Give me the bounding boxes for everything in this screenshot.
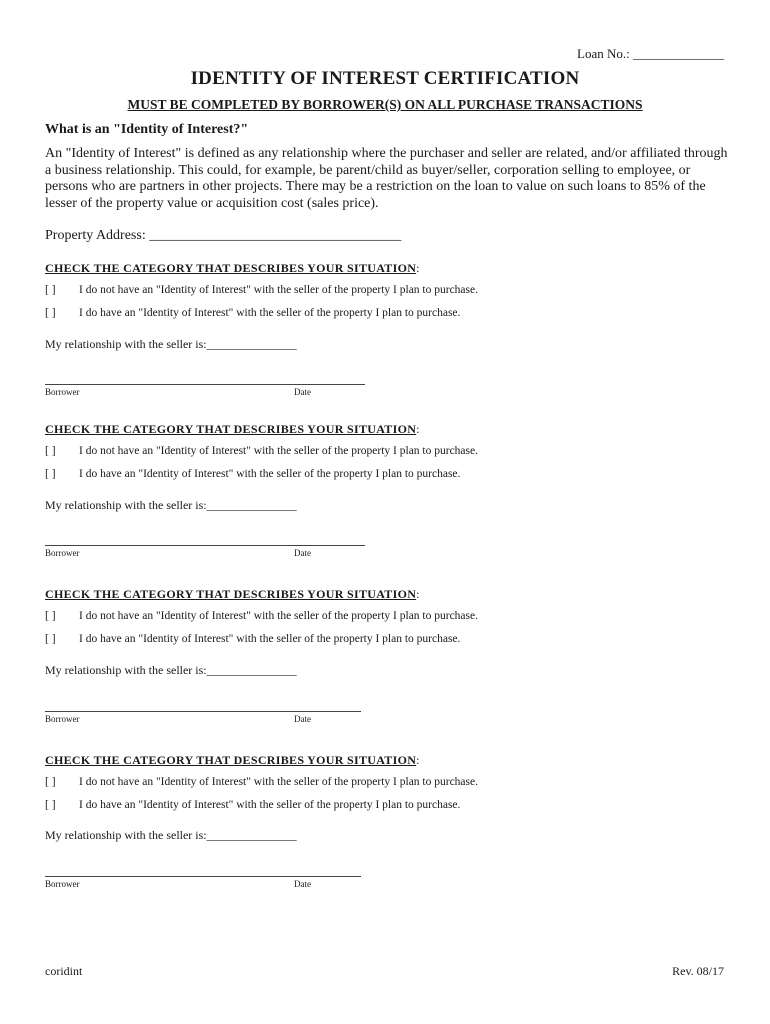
option-no-identity-label: I do not have an "Identity of Interest" with the seller of the property I plan to purchase. xyxy=(79,445,478,457)
section-heading-colon: : xyxy=(416,587,420,601)
section-heading-text: CHECK THE CATEGORY THAT DESCRIBES YOUR SITUATION xyxy=(45,753,417,767)
borrower-signature-line[interactable] xyxy=(45,711,361,712)
checkbox-no-identity[interactable]: [ ] xyxy=(45,610,56,622)
checkbox-has-identity[interactable]: [ ] xyxy=(45,468,56,480)
borrower-label: Borrower xyxy=(45,387,80,397)
relationship-field[interactable]: My relationship with the seller is:_______________ xyxy=(45,828,297,842)
option-has-identity[interactable] xyxy=(45,468,460,480)
form-code: coridint xyxy=(45,964,83,978)
section-heading-colon: : xyxy=(416,422,420,436)
option-has-identity[interactable] xyxy=(45,799,460,811)
revision-date: Rev. 08/17 xyxy=(672,964,724,978)
date-label: Date xyxy=(294,548,311,558)
option-no-identity-label: I do not have an "Identity of Interest" with the seller of the property I plan to purchase. xyxy=(79,776,478,788)
option-no-identity-label: I do not have an "Identity of Interest" with the seller of the property I plan to purchase. xyxy=(79,610,478,622)
identity-of-interest-definition: An "Identity of Interest" is defined as any relationship where the purchaser and seller are related, and/or affiliated through a business relationship. This could, for example, be parent/child as buyer/seller, corporation selling to employee, or persons who are partners in other projects. There may be a restriction on the loan to value on such loans to 85% of the lesser of the property value or acquisition cost (sales price). xyxy=(45,146,728,211)
section-heading-colon: : xyxy=(416,753,420,767)
option-no-identity[interactable] xyxy=(45,610,478,622)
borrower-label: Borrower xyxy=(45,714,80,724)
borrower-label: Borrower xyxy=(45,879,80,889)
section-heading-text: CHECK THE CATEGORY THAT DESCRIBES YOUR SITUATION xyxy=(45,587,417,601)
option-has-identity-label: I do have an "Identity of Interest" with the seller of the property I plan to purchase. xyxy=(79,468,461,480)
option-has-identity-label: I do have an "Identity of Interest" with the seller of the property I plan to purchase. xyxy=(79,307,461,319)
checkbox-has-identity[interactable]: [ ] xyxy=(45,633,56,645)
option-has-identity-label: I do have an "Identity of Interest" with the seller of the property I plan to purchase. xyxy=(79,799,461,811)
option-no-identity[interactable] xyxy=(45,776,478,788)
option-no-identity-label: I do not have an "Identity of Interest" with the seller of the property I plan to purchase. xyxy=(79,284,478,296)
borrower-signature-line[interactable] xyxy=(45,545,365,546)
loan-number-field[interactable]: Loan No.: ______________ xyxy=(577,46,724,61)
borrower-signature-line[interactable] xyxy=(45,876,361,877)
identity-of-interest-question: What is an "Identity of Interest?" xyxy=(45,122,249,137)
date-label: Date xyxy=(294,714,311,724)
section-heading xyxy=(45,753,420,768)
borrower-signature-line[interactable] xyxy=(45,384,365,385)
checkbox-no-identity[interactable]: [ ] xyxy=(45,776,56,788)
checkbox-no-identity[interactable]: [ ] xyxy=(45,284,56,296)
option-has-identity[interactable] xyxy=(45,633,460,645)
date-label: Date xyxy=(294,879,311,889)
document-title: IDENTITY OF INTEREST CERTIFICATION xyxy=(190,68,580,89)
option-no-identity[interactable] xyxy=(45,445,478,457)
checkbox-has-identity[interactable]: [ ] xyxy=(45,307,56,319)
relationship-field[interactable]: My relationship with the seller is:_______________ xyxy=(45,663,297,677)
section-heading xyxy=(45,261,420,276)
document-subtitle: MUST BE COMPLETED BY BORROWER(S) ON ALL PURCHASE TRANSACTIONS xyxy=(127,97,643,112)
borrower-label: Borrower xyxy=(45,548,80,558)
option-has-identity[interactable] xyxy=(45,307,460,319)
section-heading xyxy=(45,422,420,437)
section-heading xyxy=(45,587,420,602)
section-heading-colon: : xyxy=(416,261,420,275)
option-has-identity-label: I do have an "Identity of Interest" with the seller of the property I plan to purchase. xyxy=(79,633,461,645)
checkbox-has-identity[interactable]: [ ] xyxy=(45,799,56,811)
section-heading-text: CHECK THE CATEGORY THAT DESCRIBES YOUR SITUATION xyxy=(45,261,417,275)
checkbox-no-identity[interactable]: [ ] xyxy=(45,445,56,457)
option-no-identity[interactable] xyxy=(45,284,478,296)
relationship-field[interactable]: My relationship with the seller is:_______________ xyxy=(45,337,297,351)
relationship-field[interactable]: My relationship with the seller is:_______________ xyxy=(45,498,297,512)
section-heading-text: CHECK THE CATEGORY THAT DESCRIBES YOUR SITUATION xyxy=(45,422,417,436)
property-address-field[interactable]: Property Address: ____________________________________ xyxy=(45,228,402,243)
date-label: Date xyxy=(294,387,311,397)
